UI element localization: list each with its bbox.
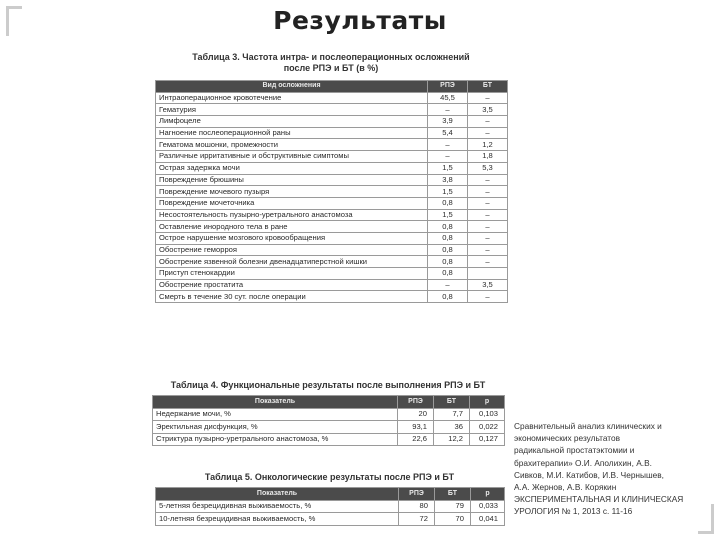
bt-value: 79 bbox=[435, 500, 471, 513]
bt-value: – bbox=[468, 221, 508, 233]
table4-header-bt: БТ bbox=[434, 396, 470, 409]
table-row bbox=[156, 197, 508, 209]
table3-header-complication: Вид осложнения bbox=[156, 81, 428, 93]
bt-value: – bbox=[468, 256, 508, 268]
table5-header-rpe: РПЭ bbox=[399, 488, 435, 501]
p-value: 0,033 bbox=[471, 500, 505, 513]
rpe-value: 0,8 bbox=[428, 197, 468, 209]
complication-name: Острая задержка мочи bbox=[156, 162, 428, 174]
table-row bbox=[156, 139, 508, 151]
table-row bbox=[156, 151, 508, 163]
rpe-value: 5,4 bbox=[428, 127, 468, 139]
table5-header-indicator: Показатель bbox=[156, 488, 399, 501]
complication-name: Приступ стенокардии bbox=[156, 268, 428, 280]
bt-value: 3,5 bbox=[468, 279, 508, 291]
table-row bbox=[156, 174, 508, 186]
citation-line: ЭКСПЕРИМЕНТАЛЬНАЯ И КЛИНИЧЕСКАЯ bbox=[514, 494, 684, 505]
rpe-value: – bbox=[428, 279, 468, 291]
table-row bbox=[156, 162, 508, 174]
table3-caption-line2: после РПЭ и БТ (в %) bbox=[283, 63, 379, 73]
p-value: 0,127 bbox=[470, 433, 505, 446]
rpe-value: 0,8 bbox=[428, 244, 468, 256]
table-row bbox=[156, 127, 508, 139]
indicator-name: Недержание мочи, % bbox=[153, 408, 398, 421]
table-row bbox=[156, 186, 508, 198]
table-row bbox=[156, 268, 508, 280]
complication-name: Обострение язвенной болезни двенадцатиперстной кишки bbox=[156, 256, 428, 268]
table-row bbox=[156, 221, 508, 233]
table-row bbox=[153, 421, 505, 434]
table-row bbox=[153, 408, 505, 421]
bt-value: – bbox=[468, 127, 508, 139]
citation-line: УРОЛОГИЯ № 1, 2013 с. 11-16 bbox=[514, 506, 633, 517]
p-value: 0,103 bbox=[470, 408, 505, 421]
rpe-value: 0,8 bbox=[428, 256, 468, 268]
table-row bbox=[156, 500, 505, 513]
complication-name: Интраоперационное кровотечение bbox=[156, 92, 428, 104]
rpe-value: 3,8 bbox=[428, 174, 468, 186]
table-row bbox=[156, 279, 508, 291]
bt-value: 5,3 bbox=[468, 162, 508, 174]
bt-value bbox=[468, 268, 508, 280]
citation-line: Сивков, М.И. Катибов, И.В. Чернышев, bbox=[514, 469, 664, 480]
complication-name: Повреждение мочевого пузыря bbox=[156, 186, 428, 198]
citation-line: экономических результатов bbox=[514, 433, 621, 444]
complication-name: Острое нарушение мозгового кровообращения bbox=[156, 232, 428, 244]
table-row bbox=[153, 433, 505, 446]
complication-name: Повреждение мочеточника bbox=[156, 197, 428, 209]
citation-line: брахитерапии» О.И. Аполихин, А.В. bbox=[514, 457, 652, 468]
rpe-value: 1,5 bbox=[428, 209, 468, 221]
bt-value: – bbox=[468, 291, 508, 303]
bt-value: 12,2 bbox=[434, 433, 470, 446]
bt-value: 1,2 bbox=[468, 139, 508, 151]
complications-table bbox=[155, 80, 508, 303]
rpe-value: 80 bbox=[399, 500, 435, 513]
rpe-value: – bbox=[428, 151, 468, 163]
complication-name: Нагноение послеоперационной раны bbox=[156, 127, 428, 139]
complication-name: Оставление инородного тела в ране bbox=[156, 221, 428, 233]
bt-value: – bbox=[468, 186, 508, 198]
bt-value: – bbox=[468, 209, 508, 221]
bt-value: 70 bbox=[435, 513, 471, 526]
rpe-value: 3,9 bbox=[428, 116, 468, 128]
bt-value: 3,5 bbox=[468, 104, 508, 116]
bt-value: – bbox=[468, 232, 508, 244]
rpe-value: 93,1 bbox=[398, 421, 434, 434]
table-row bbox=[156, 92, 508, 104]
complication-name: Лимфоцеле bbox=[156, 116, 428, 128]
bt-value: – bbox=[468, 116, 508, 128]
rpe-value: – bbox=[428, 139, 468, 151]
citation-line: А.А. Жернов, А.В. Корякин bbox=[514, 482, 617, 493]
rpe-value: 0,8 bbox=[428, 232, 468, 244]
p-value: 0,022 bbox=[470, 421, 505, 434]
table4-caption: Таблица 4. Функциональные результаты после выполнения РПЭ и БТ bbox=[170, 380, 486, 390]
complication-name: Различные ирритативные и обструктивные симптомы bbox=[156, 151, 428, 163]
table-row bbox=[156, 116, 508, 128]
citation-line: Сравнительный анализ клинических и bbox=[514, 421, 662, 431]
table3-header-bt: БТ bbox=[468, 81, 508, 93]
bt-value: – bbox=[468, 92, 508, 104]
table5-header-bt: БТ bbox=[435, 488, 471, 501]
slide-title: Результаты bbox=[273, 6, 447, 35]
indicator-name: 10-летняя безрецидивная выживаемость, % bbox=[156, 513, 399, 526]
rpe-value: 72 bbox=[399, 513, 435, 526]
table3-caption bbox=[155, 52, 507, 74]
table4-header-rpe: РПЭ bbox=[398, 396, 434, 409]
table5-header-p: p bbox=[471, 488, 505, 501]
complication-name: Несостоятельность пузырно-уретрального анастомоза bbox=[156, 209, 428, 221]
table-row bbox=[156, 256, 508, 268]
indicator-name: 5-летняя безрецидивная выживаемость, % bbox=[156, 500, 399, 513]
table4-header-p: p bbox=[470, 396, 505, 409]
complication-name: Гематурия bbox=[156, 104, 428, 116]
rpe-value: 0,8 bbox=[428, 268, 468, 280]
rpe-value: 20 bbox=[398, 408, 434, 421]
p-value: 0,041 bbox=[471, 513, 505, 526]
complication-name: Повреждение брюшины bbox=[156, 174, 428, 186]
table-row bbox=[156, 291, 508, 303]
rpe-value: 1,5 bbox=[428, 162, 468, 174]
rpe-value: 0,8 bbox=[428, 221, 468, 233]
table-row bbox=[156, 232, 508, 244]
table3-caption-line1: Таблица 3. Частота интра- и послеоперационных осложнений bbox=[192, 52, 470, 62]
bt-value: 1,8 bbox=[468, 151, 508, 163]
indicator-name: Стриктура пузырно-уретрального анастомоза, % bbox=[153, 433, 398, 446]
rpe-value: – bbox=[428, 104, 468, 116]
rpe-value: 1,5 bbox=[428, 186, 468, 198]
table-row bbox=[156, 244, 508, 256]
rpe-value: 45,5 bbox=[428, 92, 468, 104]
table-row bbox=[156, 513, 505, 526]
bt-value: – bbox=[468, 244, 508, 256]
source-citation bbox=[514, 420, 714, 518]
bt-value: 7,7 bbox=[434, 408, 470, 421]
table3-header-rpe: РПЭ bbox=[428, 81, 468, 93]
table4-header-indicator: Показатель bbox=[153, 396, 398, 409]
bt-value: 36 bbox=[434, 421, 470, 434]
table-row bbox=[156, 104, 508, 116]
functional-results-table bbox=[152, 395, 505, 446]
rpe-value: 22,6 bbox=[398, 433, 434, 446]
complication-name: Обострение простатита bbox=[156, 279, 428, 291]
table-row bbox=[156, 209, 508, 221]
complication-name: Смерть в течение 30 сут. после операции bbox=[156, 291, 428, 303]
rpe-value: 0,8 bbox=[428, 291, 468, 303]
complication-name: Гематома мошонки, промежности bbox=[156, 139, 428, 151]
citation-line: радикальной простатэктомии и bbox=[514, 445, 635, 456]
bt-value: – bbox=[468, 174, 508, 186]
oncological-results-table bbox=[155, 487, 505, 526]
bt-value: – bbox=[468, 197, 508, 209]
indicator-name: Эректильная дисфункция, % bbox=[153, 421, 398, 434]
complication-name: Обострение геморроя bbox=[156, 244, 428, 256]
table5-caption: Таблица 5. Онкологические результаты после РПЭ и БТ bbox=[204, 472, 455, 482]
